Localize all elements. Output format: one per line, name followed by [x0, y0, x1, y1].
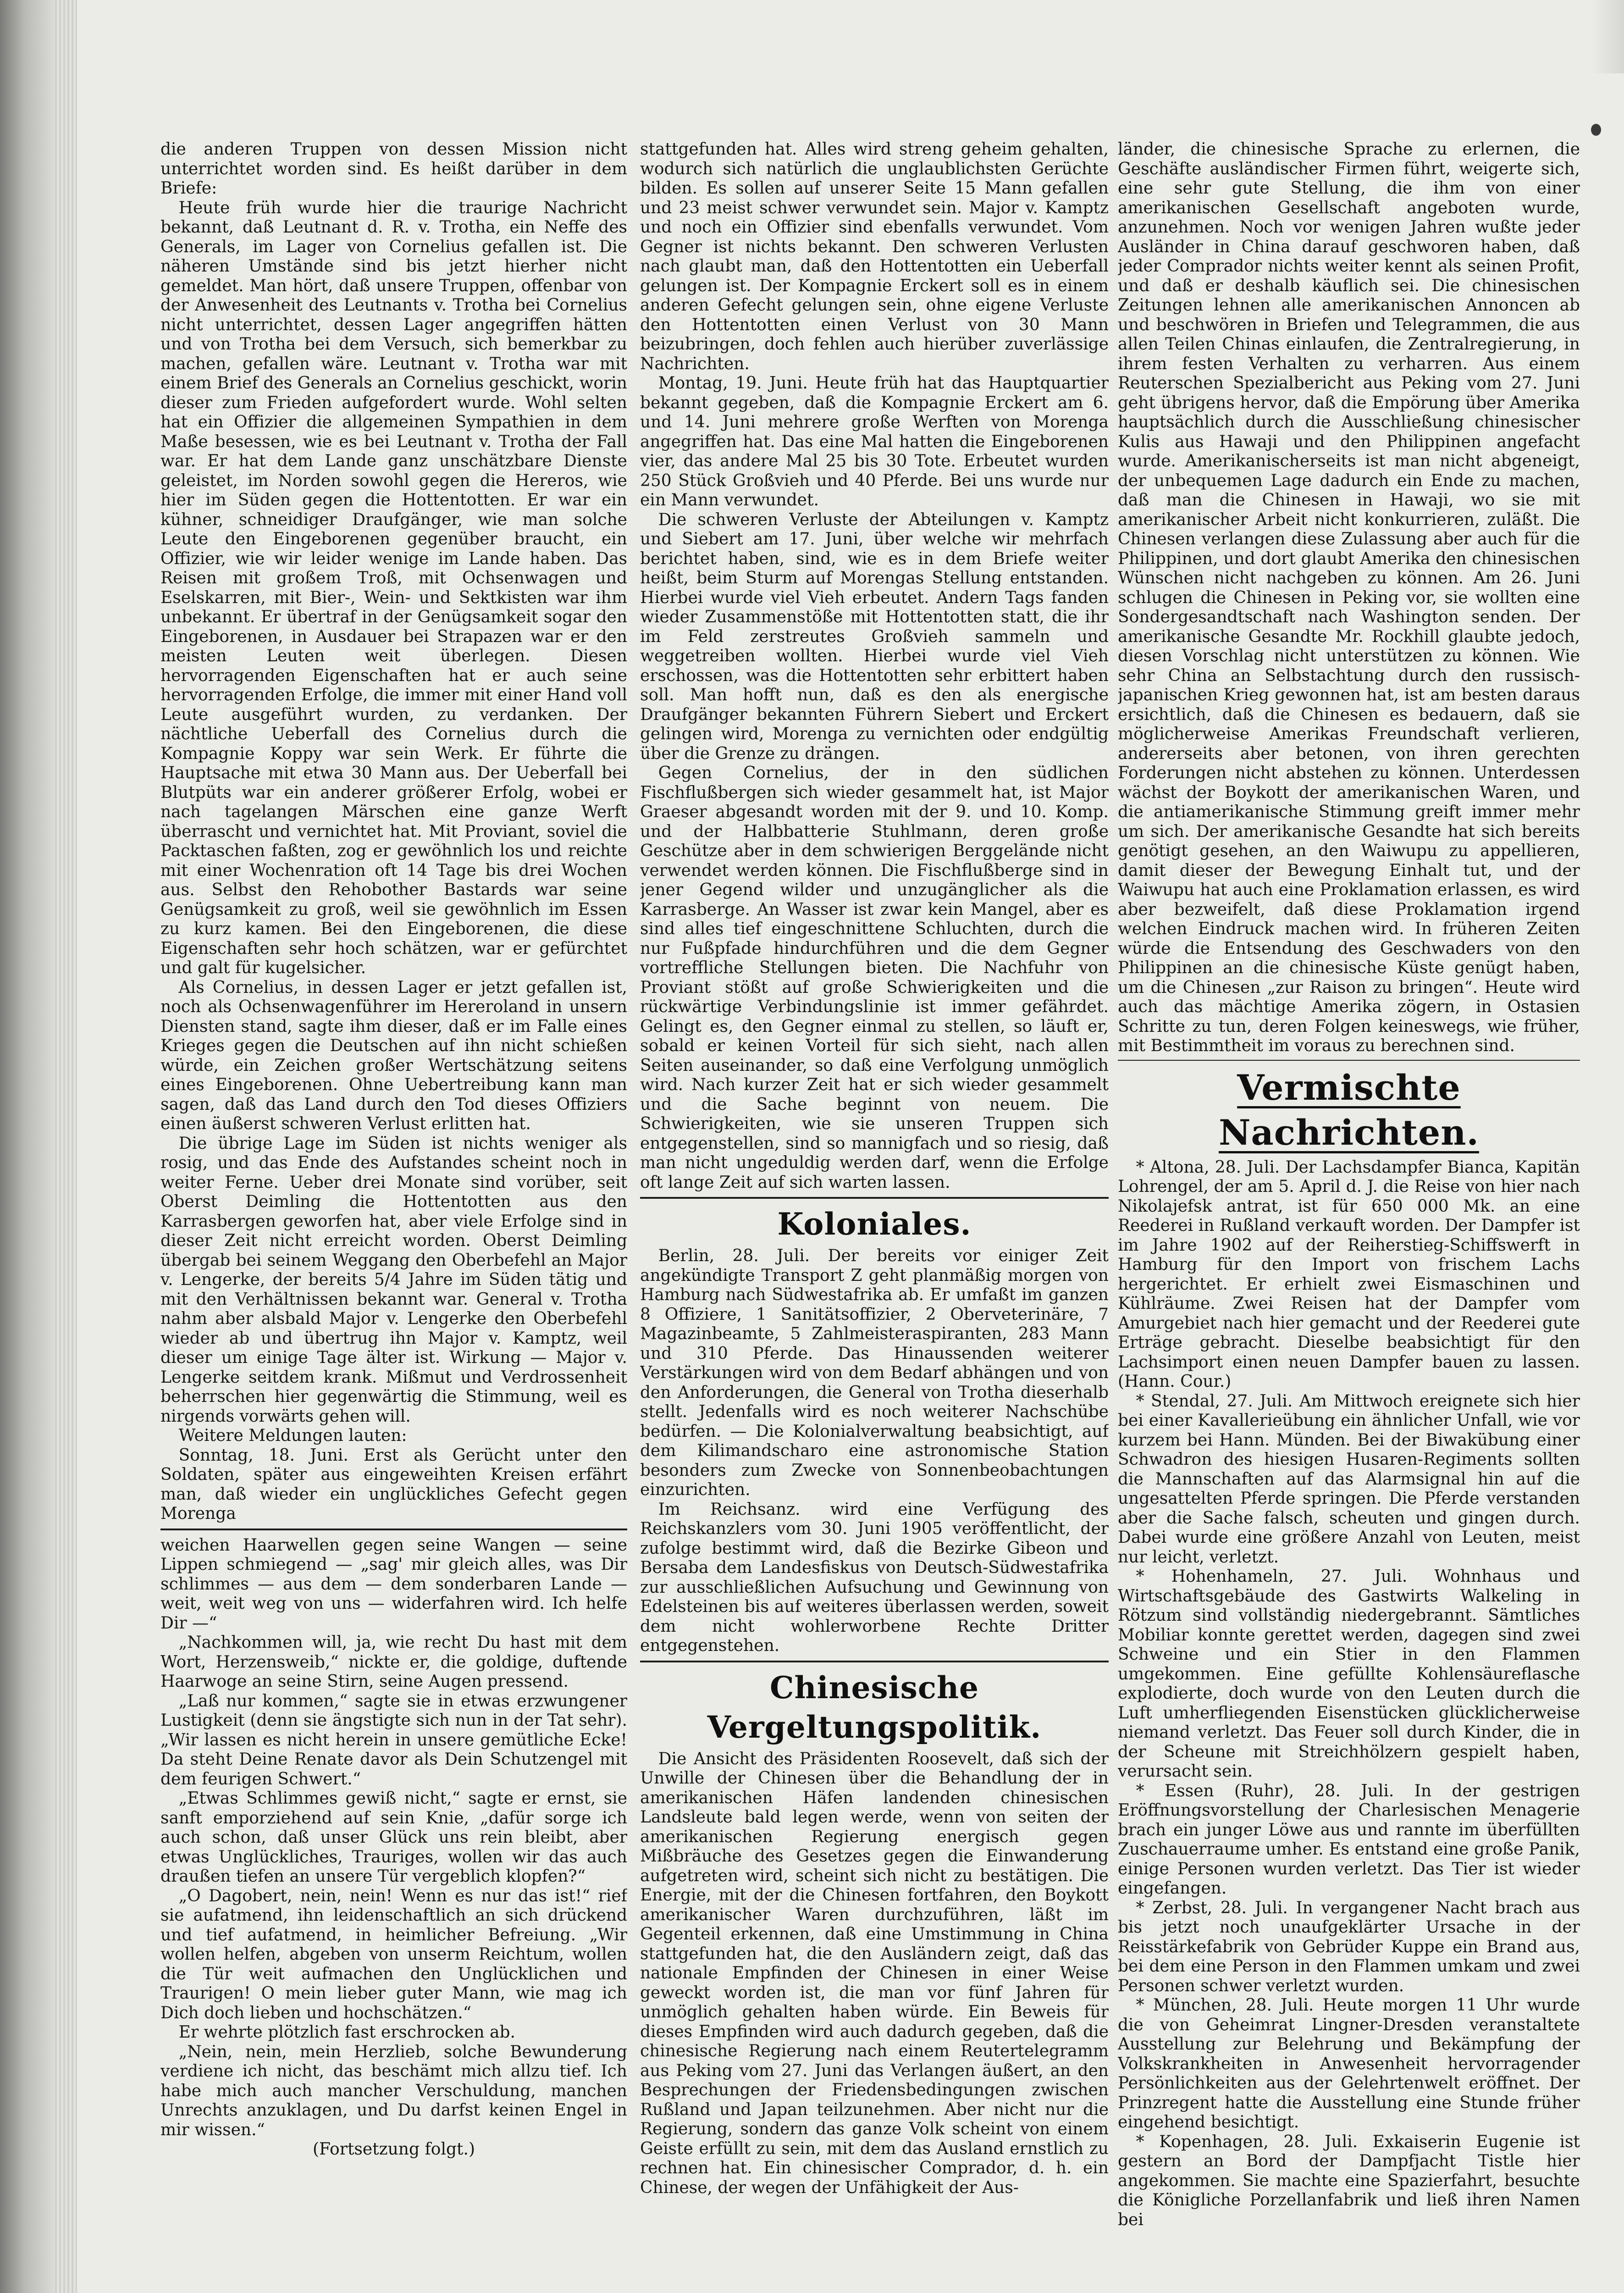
section-heading-vermischte: Vermischte Nachrichten.	[1219, 1067, 1479, 1153]
paragraph: Heute früh wurde hier die traurige Nachricht bekannt, daß Leutnant d. R. v. Trotha, ein Neffe des Generals, im Lager von Cornelius gefallen ist. Die näheren Umstände sind bis jetzt hierher nicht gemeldet. Man hört, daß unsere Truppen, offenbar von der Anwesenheit des Leutnants v. Trotha bei Cornelius nicht unterrichtet, dessen Lager angegriffen hätten und von Trotha bei dem Versuch, sich bemerkbar zu machen, gefallen wäre. Leutnant v. Trotha war mit einem Brief des Generals an Cornelius geschickt, worin dieser zum Frieden aufgefordert wurde. Wohl selten hat ein Offizier die allgemeinen Sympathien in dem Maße besessen, wie es bei Leutnant v. Trotha der Fall war. Er hat dem Lande ganz unschätzbare Dienste geleistet, im Norden sowohl gegen die Hereros, wie hier im Süden gegen die Hottentotten. Er war ein kühner, schneidiger Draufgänger, wie man solche Leute den Eingeborenen gegenüber braucht, ein Offizier, wie wir leider wenige im Lande haben. Das Reisen mit großem Troß, mit Ochsenwagen und Eselskarren, mit Bier-, Wein- und Sektkisten war ihm unbekannt. Er übertraf in der Genügsamkeit sogar den Eingeborenen, in Ausdauer bei Strapazen war er den meisten Leuten weit überlegen. Diesen hervorragenden Eigenschaften hat er auch seine hervorragenden Erfolge, die immer mit einer Hand voll Leute ausgeführt wurden, zu verdanken. Der nächtliche Ueberfall des Cornelius durch die Kompagnie Koppy war sein Werk. Er führte die Hauptsache mit etwa 30 Mann aus. Der Ueberfall bei Blutpüts war ein anderer größerer Erfolg, wobei er nach tagelangen Märschen eine ganze Werft überrascht und vernichtet hat. Mit Proviant, soviel die Packtaschen faßten, zog er gewöhnlich los und reichte mit einer Wochenration oft 14 Tage bis drei Wochen aus. Selbst den Rehobother Bastards war seine Genügsamkeit zu groß, weil sie gewöhnlich im Essen zu kurz kamen. Bei den Eingeborenen, die diese Eigenschaften sehr hoch schätzen, war er gefürchtet und galt für kugelsicher.	[160, 198, 627, 977]
novel-paragraph: „Nein, nein, mein Herzlieb, solche Bewunderung verdiene ich nicht, das beschämt mich allzu tief. Ich habe mich auch mancher Verschuldung, manchen Unrechts anzuklagen, und Du darfst keinen Engel in mir wissen.“	[160, 2042, 627, 2139]
paragraph: Im Reichsanz. wird eine Verfügung des Reichskanzlers vom 30. Juni 1905 veröffentlicht, der zufolge bestimmt wird, daß die Bezirke Gibeon und Bersaba dem Landesfiskus von Deutsch-Südwestafrika zur ausschließlichen Aufsuchung und Gewinnung von Edelsteinen bis auf weiteres überlassen werden, soweit dem nicht wohlerworbene Rechte Dritter entgegenstehen.	[640, 1500, 1109, 1655]
paragraph: länder, die chinesische Sprache zu erlernen, die Geschäfte ausländischer Firmen führt, weigerte sich, eine sehr gute Stellung, die ihm von einer amerikanischen Gesellschaft angeboten wurde, anzunehmen. Noch vor wenigen Jahren wußte jeder Ausländer in China darauf geschworen haben, daß jeder Comprador nichts weiter kennt als seinen Profit, und daß er deshalb käuflich sei. Die chinesischen Zeitungen lehnen alle amerikanischen Annoncen ab und beschwören in Briefen und Telegrammen, die aus allen Teilen Chinas einlaufen, die Zentralregierung, in ihrem festen Verhalten zu verharren. Aus einem Reuterschen Spezialbericht aus Peking vom 27. Juni geht übrigens hervor, daß die Empörung über Amerika hauptsächlich durch die Ausschließung chinesischer Kulis aus Hawaji und den Philippinen angefacht wurde. Amerikanischerseits ist man nicht abgeneigt, der unbequemen Lage dadurch ein Ende zu machen, daß man die Chinesen in Hawaji, wo sie mit amerikanischer Arbeit nicht konkurrieren, zuläßt. Die Chinesen verlangen diese Zulassung aber auch für die Philippinen, und dort glaubt Amerika den chinesischen Wünschen nicht nachgeben zu können. Am 26. Juni schlugen die Chinesen in Peking vor, sie wollten eine Sondergesandtschaft nach Washington senden. Der amerikanische Gesandte Mr. Rockhill glaubte jedoch, diesen Vorschlag nicht unterstützen zu können. Wie sehr China an Selbstachtung durch den russisch-japanischen Krieg gewonnen hat, ist am besten daraus ersichtlich, daß die Chinesen es bedauern, daß sie möglicherweise Amerikas Freundschaft verlieren, andererseits aber betonen, von ihren gerechten Forderungen nicht abstehen zu können. Unterdessen wächst der Boykott der amerikanischen Waren, und die antiamerikanische Stimmung greift immer mehr um sich. Der amerikanische Gesandte hat sich bereits genötigt gesehen, an den Waiwupu zu appellieren, damit dieser der Bewegung Einhalt tut, und der Waiwupu hat auch eine Proklamation erlassen, es wird aber bezweifelt, daß diese Proklamation irgend welchen Eindruck machen wird. In früheren Zeiten würde die Entsendung des Geschwaders von den Philippinen an die chinesische Küste genügt haben, um die Chinesen „zur Raison zu bringen“. Heute wird auch das mächtige Amerika zögern, in Ostasien Schritte zu tun, deren Folgen keineswegs, wie früher, mit Bestimmtheit im voraus zu berechnen sind.	[1118, 140, 1580, 1055]
section-heading-china: Chinesische Vergeltungspolitik.	[707, 1669, 1042, 1745]
novel-paragraph: „Etwas Schlimmes gewiß nicht,“ sagte er ernst, sie sanft emporziehend auf sein Knie, „dafür sorge ich auch schon, daß unser Glück uns rein bleibt, aber etwas Unglückliches, Trauriges, wollen wir das auch draußen tiefen an unsere Tür vergeblich klopfen?“	[160, 1789, 627, 1886]
column-1	[160, 140, 627, 2222]
paragraph: Als Cornelius, in dessen Lager er jetzt gefallen ist, noch als Ochsenwagenführer im Hereroland in unsern Diensten stand, sagte ihm dieser, daß er im Falle eines Krieges gegen die Deutschen auf ihn nicht schießen würde, ein Zeichen großer Wertschätzung seitens eines Eingeborenen. Ohne Uebertreibung kann man sagen, daß das Land durch den Tod dieses Offiziers einen äußerst schweren Verlust erlitten hat.	[160, 978, 627, 1133]
ink-mark	[1591, 124, 1601, 136]
news-item: * München, 28. Juli. Heute morgen 11 Uhr wurde die von Geheimrat Lingner-Dresden veranstaltete Ausstellung zur Belehrung und Bekämpfung der Volkskrankheiten in Anwesenheit hervorragender Persönlichkeiten aus der Gelehrtenwelt eröffnet. Der Prinzregent hatte die Ausstellung eine Stunde früher eingehend besichtigt.	[1118, 1996, 1580, 2132]
paragraph: die anderen Truppen von dessen Mission nicht unterrichtet worden sind. Es heißt darüber in dem Briefe:	[160, 140, 627, 198]
paragraph: stattgefunden hat. Alles wird streng geheim gehalten, wodurch sich natürlich die unglaublichsten Gerüchte bilden. Es sollen auf unserer Seite 15 Mann gefallen und 23 meist schwer verwundet sein. Major v. Kamptz und noch ein Offizier sind ebenfalls verwundet. Vom Gegner ist nichts bekannt. Den schweren Verlusten nach glaubt man, daß den Hottentotten ein Ueberfall gelungen ist. Der Kompagnie Erckert soll es in einem anderen Gefecht gelungen sein, ohne eigene Verluste den Hottentotten einen Verlust von 30 Mann beizubringen, doch fehlen auch hierüber zuverlässige Nachrichten.	[640, 140, 1109, 373]
news-item: * Essen (Ruhr), 28. Juli. In der gestrigen Eröffnungsvorstellung der Charlesischen Menagerie brach ein junger Löwe aus und rannte im überfüllten Zuschauerraume umher. Es entstand eine große Panik, einige Personen wurden verletzt. Das Tier ist wieder eingefangen.	[1118, 1781, 1580, 1898]
section-divider	[640, 1661, 1109, 1662]
continuation-note: (Fortsetzung folgt.)	[313, 2140, 475, 2159]
paragraph: Montag, 19. Juni. Heute früh hat das Hauptquartier bekannt gegeben, daß die Kompagnie Erckert am 6. und 14. Juni mehrere große Werften von Morenga angegriffen hat. Das eine Mal hatten die Eingeborenen vier, das andere Mal 25 bis 30 Tote. Erbeutet wurden 250 Stück Großvieh und 40 Pferde. Bei uns wurde nur ein Mann verwundet.	[640, 374, 1109, 510]
novel-paragraph: „Laß nur kommen,“ sagte sie in etwas erzwungener Lustigkeit (denn sie ängstigte sich nun in der Tat sehr). „Wir lassen es nicht herein in unsere gemütliche Ecke! Da steht Deine Renate davor als Dein Schutzengel mit dem feurigen Schwert.“	[160, 1691, 627, 1789]
news-item: * Hohenhameln, 27. Juli. Wohnhaus und Wirtschaftsgebäude des Gastwirts Walkeling in Rötzum sind vollständig niedergebrannt. Sämtliches Mobiliar konnte gerettet werden, dagegen sind zwei Schweine und ein Stier in den Flammen umgekommen. Eine gefüllte Kohlensäureflasche explodierte, doch wurde von den Leuten durch die Luft umherfliegenden Eisenstücken glücklicherweise niemand verletzt. Das Feuer soll durch Kinder, die in der Scheune mit Streichhölzern gespielt haben, verursacht sein.	[1118, 1567, 1580, 1781]
paragraph: Die übrige Lage im Süden ist nichts weniger als rosig, und das Ende des Aufstandes scheint noch in weiter Ferne. Ueber drei Monate sind vorüber, seit Oberst Deimling die Hottentotten aus den Karrasbergen geworfen hat, aber viele Erfolge sind in dieser Zeit nicht erreicht worden. Oberst Deimling übergab bei seinem Weggang den Oberbefehl an Major v. Lengerke, der bereits 5/4 Jahre im Süden tätig und mit den Verhältnissen bekannt war. General v. Trotha nahm aber alsbald Major v. Lengerke den Oberbefehl wieder ab und übertrug ihn Major v. Kamptz, weil dieser um einige Tage älter ist. Wirkung — Major v. Lengerke seitdem krank. Mißmut und Verdrossenheit beherrschen hier gegenwärtig die Stimmung, weil es nirgends vorwärts gehen will.	[160, 1134, 627, 1426]
news-item: * Stendal, 27. Juli. Am Mittwoch ereignete sich hier bei einer Kavallerieübung ein ähnlicher Unfall, wie vor kurzem bei Hann. Münden. Bei der Biwakübung einer Schwadron des hiesigen Husaren-Regiments sollten die Mannschaften auf das Alarmsignal hin auf die ungesattelten Pferde springen. Die Pferde verstanden aber die Sache falsch, scheuten und gingen durch. Dabei wurde eine größere Anzahl von Leuten, meist nur leicht, verletzt.	[1118, 1391, 1580, 1567]
news-item: * Zerbst, 28. Juli. In vergangener Nacht brach aus bis jetzt noch unaufgeklärter Ursache in der Reisstärkefabrik von Gebrüder Kuppe ein Brand aus, bei dem eine Person in den Flammen umkam und zwei Personen schwer verletzt wurden.	[1118, 1898, 1580, 1995]
paragraph: Sonntag, 18. Juni. Erst als Gerücht unter den Soldaten, später aus eingeweihten Kreisen erfährt man, daß wieder ein unglückliches Gefecht gegen Morenga	[160, 1446, 627, 1523]
novel-paragraph: „O Dagobert, nein, nein! Wenn es nur das ist!“ rief sie aufatmend, ihn leidenschaftlich an sich drückend und tief aufatmend, in heimlicher Befreiung. „Wir wollen helfen, abgeben von unserm Reichtum, wollen die Tür weit aufmachen den Unglücklichen und Traurigen! O mein lieber guter Mann, wie mag ich Dich doch lieben und hochschätzen.“	[160, 1886, 627, 2022]
paragraph: Weitere Meldungen lauten:	[178, 1426, 407, 1445]
page-corner	[1592, 0, 1624, 73]
column-3	[1118, 140, 1580, 2249]
novel-paragraph: „Nachkommen will, ja, wie recht Du hast mit dem Wort, Herzensweib,“ nickte er, die goldige, duftende Haarwoge an seine Stirn, seine Augen pressend.	[160, 1633, 627, 1691]
column-2	[640, 140, 1109, 2227]
paragraph: Die Ansicht des Präsidenten Roosevelt, daß sich der Unwille der Chinesen über die Behandlung der in amerikanischen Häfen landenden chinesischen Landsleute bald legen werde, wenn von seiten der amerikanischen Regierung energisch gegen Mißbräuche des Gesetzes gegen die Einwanderung aufgetreten wird, scheint sich nicht zu bestätigen. Die Energie, mit der die Chinesen fortfahren, den Boykott amerikanischer Waren durchzuführen, läßt im Gegenteil erkennen, daß eine Umstimmung in China stattgefunden hat, die den Ausländern zeigt, daß das nationale Empfinden der Chinesen in einer Weise geweckt worden ist, die man vor fünf Jahren für unmöglich gehalten haben würde. Ein Beweis für dieses Empfinden wird auch dadurch gegeben, daß die chinesische Regierung nach einem Reutertelegramm aus Peking vom 27. Juni das Verlangen äußert, an den Besprechungen der Friedensbedingungen zwischen Rußland und Japan teilzunehmen. Aber nicht nur die Regierung, sondern das ganze Volk scheint von einem Geiste erfüllt zu sein, mit dem das Ausland ernstlich zu rechnen hat. Ein chinesischer Comprador, d. h. ein Chinese, der wegen der Unfähigkeit der Aus-	[640, 1749, 1109, 2197]
paragraph: Die schweren Verluste der Abteilungen v. Kamptz und Siebert am 17. Juni, über welche wir mehrfach berichtet haben, sind, wie es in dem Briefe weiter heißt, beim Sturm auf Morengas Stellung entstanden. Hierbei wurde viel Vieh erbeutet. Andern Tags fanden wieder Zusammenstöße mit Hottentotten statt, die ihr im Feld zerstreutes Großvieh sammeln und weggetreiben wollten. Hierbei wurde viel Vieh erschossen, was die Hottentotten sehr erbittert haben soll. Man hofft nun, daß es den als energische Draufgänger bekannten Führern Siebert und Erckert gelingen wird, Morenga zu vernichten oder endgültig über die Grenze zu drängen.	[640, 510, 1109, 763]
novel-paragraph: weichen Haarwellen gegen seine Wangen — seine Lippen schmiegend — „sag' mir gleich alles, was Dir schlimmes — aus dem — dem sonderbaren Lande — weit, weit weg von uns — widerfahren wird. Ich helfe Dir —“	[160, 1535, 627, 1633]
section-divider	[640, 1197, 1109, 1199]
paragraph: Berlin, 28. Juli. Der bereits vor einiger Zeit angekündigte Transport Z geht planmäßig morgen von Hamburg nach Südwestafrika ab. Er umfaßt im ganzen 8 Offiziere, 1 Sanitätsoffizier, 2 Oberveterinäre, 7 Magazinbeamte, 5 Zahlmeisteraspiranten, 283 Mann und 310 Pferde. Das Hinaussenden weiterer Verstärkungen wird von dem Bedarf abhängen und von den Anforderungen, die General von Trotha dieserhalb stellt. Jedenfalls wird es noch weiterer Nachschübe bedürfen. — Die Kolonialverwaltung beabsichtigt, auf dem Kilimandscharo eine astronomische Station besonders zum Zwecke von Sonnenbeobachtungen einzurichten.	[640, 1246, 1109, 1499]
section-divider	[1118, 1060, 1580, 1061]
news-item: * Kopenhagen, 28. Juli. Exkaiserin Eugenie ist gestern an Bord der Dampfjacht Tistle hier angekommen. Sie machte eine Spazierfahrt, besuchte die Königliche Porzellanfabrik und ließ ihren Namen bei	[1118, 2132, 1580, 2229]
novel-paragraph: Er wehrte plötzlich fast erschrocken ab.	[178, 2023, 515, 2042]
section-heading-koloniales: Koloniales.	[777, 1206, 972, 1242]
paragraph: Gegen Cornelius, der in den südlichen Fischflußbergen sich wieder gesammelt hat, ist Major Graeser abgesandt worden mit der 9. und 10. Komp. und der Halbbatterie Stuhlmann, deren große Geschütze aber in dem schwierigen Berggelände nicht verwendet werden können. Die Fischflußberge sind in jener Gegend wilder und unzugänglicher als die Karrasberge. An Wasser ist zwar kein Mangel, aber es sind alles tief eingeschnittene Schluchten, durch die nur Fußpfade hindurchführen und die dem Gegner vortreffliche Stellungen bieten. Die Nachfuhr von Proviant stößt auf große Schwierigkeiten und die rückwärtige Verbindungslinie ist immer gefährdet. Gelingt es, den Gegner einmal zu stellen, so läuft er, sobald er keinen Vorteil für sich sieht, nach allen Seiten auseinander, so daß eine Verfolgung unmöglich wird. Nach kurzer Zeit hat er sich wieder gesammelt und die Sache beginnt von neuem. Die Schwierigkeiten, wie sie unseren Truppen sich entgegenstellen, sind so mannigfach und so riesig, daß man nicht ungeduldig werden darf, wenn die Erfolge oft lange Zeit auf sich warten lassen.	[640, 764, 1109, 1192]
book-binding	[0, 0, 55, 2293]
news-item: * Altona, 28. Juli. Der Lachsdampfer Bianca, Kapitän Lohrengel, der am 5. April d. J. die Reise von hier nach Nikolajefsk antrat, ist für 650 000 Mk. an eine Reederei in Rußland verkauft worden. Der Dampfer ist im Jahre 1902 auf der Reiherstieg-Schiffswerft in Hamburg für den Import von frischem Lachs hergerichtet. Er erhielt zwei Eismaschinen und Kühlräume. Zwei Reisen hat der Dampfer vom Amurgebiet nach hier gemacht und der Reederei gute Erträge gebracht. Dieselbe beabsichtigt für den Lachsimport einen neuen Dampfer bauen zu lassen. (Hann. Cour.)	[1118, 1158, 1580, 1391]
section-divider	[160, 1529, 627, 1530]
page-edges	[55, 0, 77, 2293]
